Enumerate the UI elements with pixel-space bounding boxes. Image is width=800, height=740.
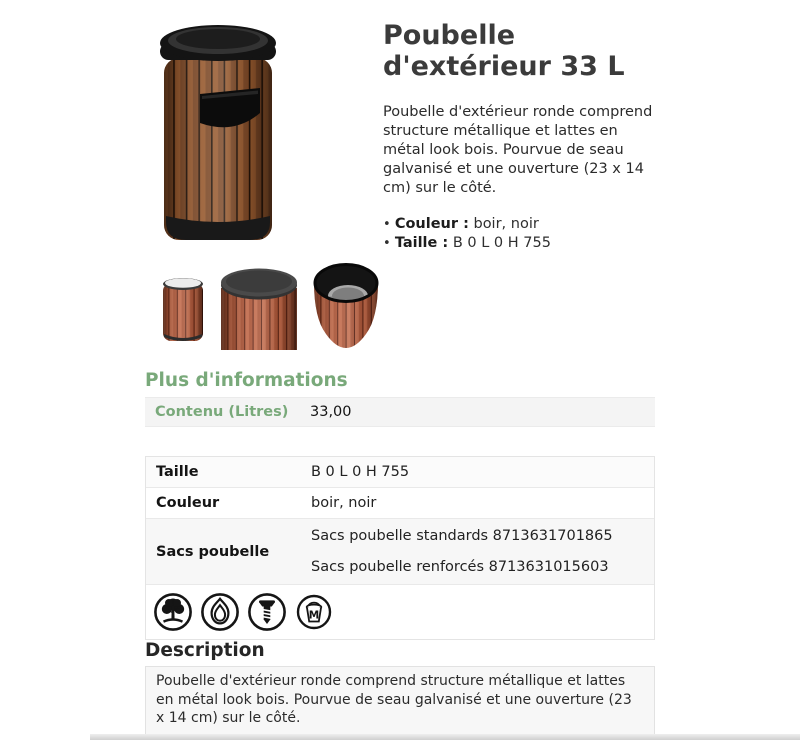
product-summary (383, 20, 660, 253)
capacity-label: Contenu (Litres) (155, 404, 289, 420)
feature-icons-row (146, 585, 654, 639)
spec-value: B 0 L 0 H 755 (311, 464, 410, 480)
bullet-taille-value: B 0 L 0 H 755 (448, 235, 551, 251)
description-box (145, 666, 655, 736)
footer-divider (90, 734, 800, 740)
spec-label: Sacs poubelle (156, 543, 270, 560)
capacity-value: 33,00 (310, 404, 352, 420)
spec-row-sacs-poubelle (146, 519, 654, 585)
spec-label: Couleur (156, 495, 220, 511)
main-product-image[interactable] (148, 16, 288, 264)
product-attributes-list (383, 215, 660, 253)
capacity-row (145, 397, 655, 427)
bullet-taille-label: Taille : (394, 235, 449, 251)
tree-icon (153, 592, 193, 632)
spec-row-couleur (146, 488, 654, 519)
bullet-couleur-label: Couleur : (394, 216, 469, 232)
more-info-heading: Plus d'informations (145, 370, 348, 391)
bags-value-renforces: Sacs poubelle renforcés 8713631015603 (311, 559, 609, 575)
bullet-taille (383, 234, 660, 253)
thumbnail-strip (160, 262, 390, 356)
product-intro: Poubelle d'extérieur ronde comprend structure métallique et lattes en métal look bois. Pourvue de seau galvanisé et une ouverture (23 x 14 cm) sur le côté. (383, 104, 653, 196)
bags-value-standards: Sacs poubelle standards 8713631701865 (311, 528, 613, 544)
bullet-couleur (383, 215, 660, 234)
description-heading: Description (145, 640, 265, 661)
spec-value: boir, noir (311, 495, 377, 511)
spec-row-taille (146, 457, 654, 488)
thumbnail-lid-closeup[interactable] (219, 262, 299, 350)
spec-label: Taille (156, 464, 199, 480)
screw-icon (247, 592, 287, 632)
description-text: Poubelle d'extérieur ronde comprend structure métallique et lattes en métal look bois. Pourvue de seau galvanisé et une ouverture (23 x 14 cm) sur le côté. (156, 673, 632, 726)
product-title: Poubelle d'extérieur 33 L (383, 20, 625, 82)
flame-icon (200, 592, 240, 632)
bags-values (311, 519, 613, 584)
bucket-m-icon (294, 592, 334, 632)
thumbnail-interior-view[interactable] (312, 262, 380, 352)
svg-text:M: M (308, 609, 320, 622)
bullet-couleur-value: boir, noir (468, 216, 539, 232)
thumbnail-full-view[interactable] (160, 276, 206, 346)
spec-table (145, 456, 655, 640)
